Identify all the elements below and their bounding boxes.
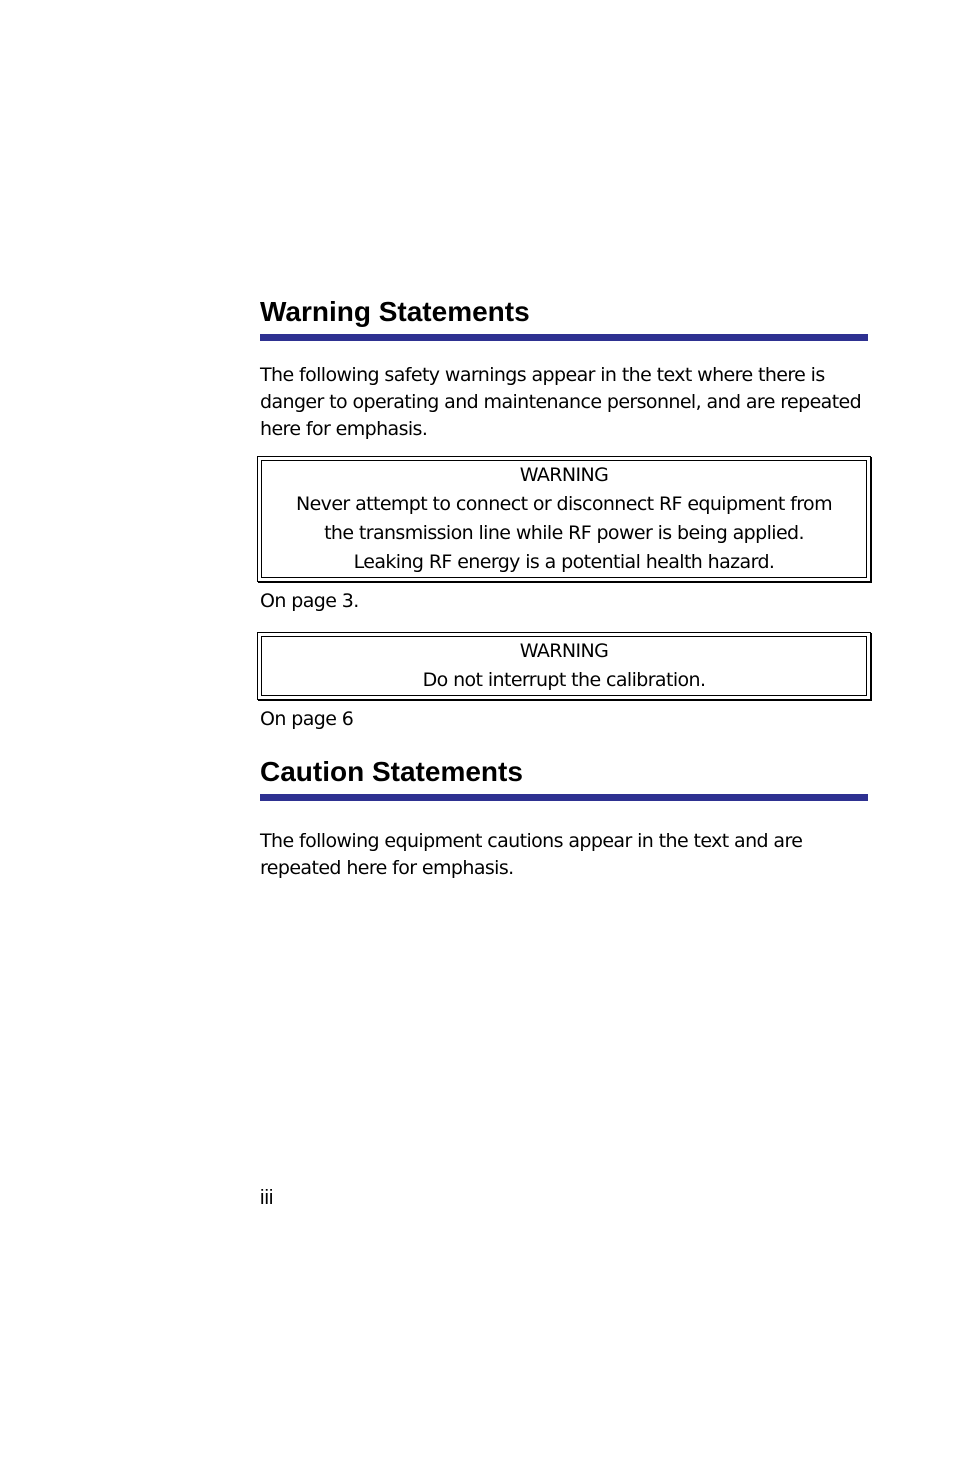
warning-box-inner bbox=[261, 636, 867, 696]
warning-label: WARNING bbox=[519, 640, 609, 662]
page-number: iii bbox=[260, 1187, 274, 1209]
warning-statements-heading: Warning Statements bbox=[260, 296, 530, 327]
warning-box-inner bbox=[261, 460, 867, 578]
warning-intro-text: The following safety warnings appear in the text where there is danger to operating and maintenance personnel, and are repeated here for emphasis. bbox=[260, 364, 862, 440]
warning-label: WARNING bbox=[519, 464, 609, 486]
warning-page-reference: On page 3. bbox=[260, 590, 359, 612]
warning-box bbox=[257, 632, 871, 700]
caution-intro-text: The following equipment cautions appear in the text and are repeated here for emphasis. bbox=[260, 830, 803, 879]
page-content bbox=[260, 294, 868, 882]
heading-rule bbox=[260, 794, 868, 801]
heading-rule bbox=[260, 334, 868, 341]
warning-text-line: Leaking RF energy is a potential health hazard. bbox=[353, 551, 775, 573]
warning-text-line: Never attempt to connect or disconnect RF equipment from bbox=[295, 493, 832, 515]
warning-page-reference: On page 6 bbox=[260, 708, 354, 730]
warning-text-line: the transmission line while RF power is being applied. bbox=[324, 522, 804, 544]
warning-text-line: Do not interrupt the calibration. bbox=[422, 669, 706, 691]
caution-statements-heading: Caution Statements bbox=[260, 756, 523, 787]
warning-box bbox=[257, 456, 871, 582]
